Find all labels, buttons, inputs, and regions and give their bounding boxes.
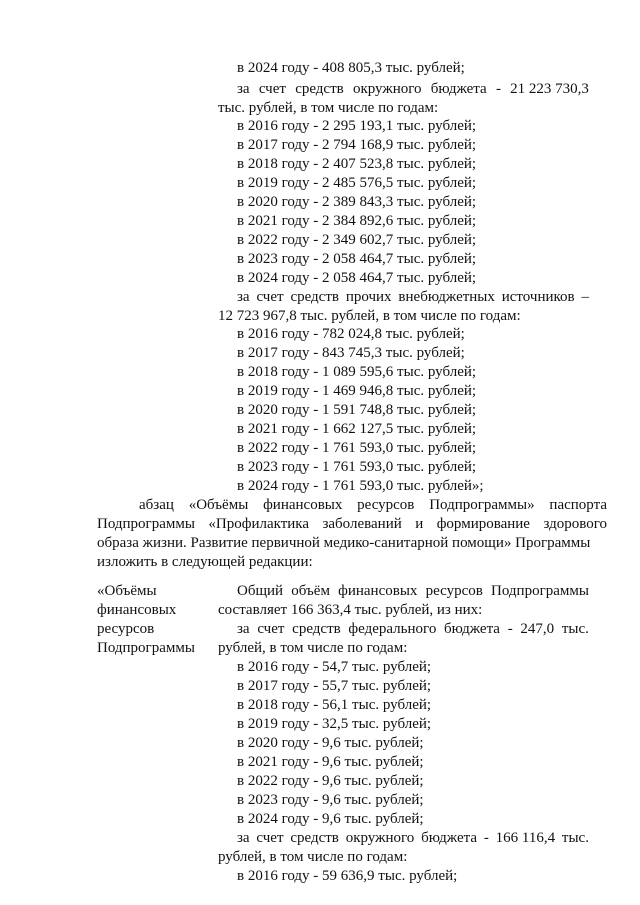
table-value-line-justified: [237, 582, 589, 601]
year-line: в 2017 году - 843 745,3 тыс. рублей;: [237, 345, 465, 361]
word: счет: [256, 830, 284, 846]
year-line: в 2020 году - 2 389 843,3 тыс. рублей;: [237, 194, 477, 210]
label-line: «Объёмы: [97, 583, 157, 599]
table-value-line: составляет 166 363,4 тыс. рублей, из них:: [218, 602, 483, 618]
word: 247,0: [520, 621, 555, 637]
year-line: в 2019 году - 1 469 946,8 тыс. рублей;: [237, 383, 477, 399]
word: 21 223 730,3: [510, 81, 589, 97]
year-line: в 2024 году - 2 058 464,7 тыс. рублей;: [237, 270, 477, 286]
word: средств: [292, 621, 341, 637]
word: за: [237, 289, 250, 305]
word: паспорта: [549, 497, 607, 513]
word: прочих: [345, 289, 392, 305]
word: Общий: [237, 583, 284, 599]
year-line: в 2024 году - 9,6 тыс. рублей;: [237, 811, 424, 827]
word: источников: [501, 289, 575, 305]
table-value-line: рублей, в том числе по годам:: [218, 640, 408, 656]
word: тыс.: [561, 621, 589, 637]
year-line: в 2021 году - 2 384 892,6 тыс. рублей;: [237, 213, 477, 229]
paragraph-line-justified: [97, 515, 607, 534]
word: заболеваний: [322, 516, 402, 532]
word: «Профилактика: [208, 516, 310, 532]
word: за: [237, 621, 250, 637]
word: здорового: [543, 516, 607, 532]
word: федерального: [348, 621, 437, 637]
year-line: в 2023 году - 2 058 464,7 тыс. рублей;: [237, 251, 477, 267]
table-value-line: рублей, в том числе по годам:: [218, 849, 408, 865]
word: средств: [295, 81, 344, 97]
year-line: в 2016 году - 2 295 193,1 тыс. рублей;: [237, 118, 477, 134]
year-line: в 2024 году - 1 761 593,0 тыс. рублей»;: [237, 478, 484, 494]
year-line: в 2022 году - 1 761 593,0 тыс. рублей;: [237, 440, 477, 456]
word: бюджета: [421, 830, 478, 846]
word: 166 116,4: [495, 830, 556, 846]
word: -: [483, 830, 489, 846]
word: –: [581, 289, 589, 305]
year-line: в 2018 году - 1 089 595,6 тыс. рублей;: [237, 364, 477, 380]
word: финансовых: [263, 497, 343, 513]
word: за: [237, 830, 250, 846]
word: внебюджетных: [398, 289, 495, 305]
word: бюджета: [444, 621, 500, 637]
label-line: Подпрограммы: [97, 640, 195, 656]
year-line: в 2018 году - 56,1 тыс. рублей;: [237, 697, 432, 713]
word: тыс.: [561, 830, 589, 846]
word: формирование: [436, 516, 530, 532]
text-line: тыс. рублей, в том числе по годам:: [218, 100, 439, 116]
word: Подпрограммы: [491, 583, 589, 599]
word: средств: [290, 830, 339, 846]
text-line: 12 723 967,8 тыс. рублей, в том числе по годам:: [218, 308, 521, 324]
word: ресурсов: [357, 497, 415, 513]
word: и: [415, 516, 424, 532]
year-line: в 2017 году - 55,7 тыс. рублей;: [237, 678, 432, 694]
word: «Объёмы: [188, 497, 249, 513]
year-line: в 2021 году - 1 662 127,5 тыс. рублей;: [237, 421, 477, 437]
year-line: в 2016 году - 59 636,9 тыс. рублей;: [237, 868, 458, 884]
word: объём: [291, 583, 330, 599]
word: -: [495, 81, 501, 97]
word: за: [237, 81, 250, 97]
word: бюджета: [430, 81, 487, 97]
paragraph-line: образа жизни. Развитие первичной медико-санитарной помощи» Программы: [97, 535, 591, 551]
year-line: в 2021 году - 9,6 тыс. рублей;: [237, 754, 424, 770]
word: Подпрограммы»: [429, 497, 535, 513]
word: счет: [256, 289, 284, 305]
word: счет: [257, 621, 285, 637]
text-line: в 2024 году - 408 805,3 тыс. рублей;: [237, 60, 465, 76]
word: Подпрограммы: [97, 516, 195, 532]
year-line: в 2022 году - 2 349 602,7 тыс. рублей;: [237, 232, 477, 248]
year-line: в 2019 году - 32,5 тыс. рублей;: [237, 716, 432, 732]
word: финансовых: [338, 583, 418, 599]
text-line-justified: [237, 80, 589, 99]
table-value-line-justified: [237, 620, 589, 639]
word: абзац: [139, 497, 174, 513]
year-line: в 2016 году - 782 024,8 тыс. рублей;: [237, 326, 465, 342]
word: окружного: [352, 81, 422, 97]
year-line: в 2023 году - 1 761 593,0 тыс. рублей;: [237, 459, 477, 475]
paragraph-line: изложить в следующей редакции:: [97, 554, 313, 570]
year-line: в 2020 году - 9,6 тыс. рублей;: [237, 735, 424, 751]
table-value-line-justified: [237, 829, 589, 848]
word: ресурсов: [425, 583, 483, 599]
word: счет: [258, 81, 286, 97]
text-line-justified: [237, 288, 589, 307]
paragraph-line-justified: [139, 496, 607, 515]
year-line: в 2023 году - 9,6 тыс. рублей;: [237, 792, 424, 808]
year-line: в 2020 году - 1 591 748,8 тыс. рублей;: [237, 402, 477, 418]
word: средств: [290, 289, 339, 305]
word: окружного: [345, 830, 415, 846]
year-line: в 2019 году - 2 485 576,5 тыс. рублей;: [237, 175, 477, 191]
year-line: в 2018 году - 2 407 523,8 тыс. рублей;: [237, 156, 477, 172]
year-line: в 2022 году - 9,6 тыс. рублей;: [237, 773, 424, 789]
year-line: в 2016 году - 54,7 тыс. рублей;: [237, 659, 432, 675]
year-line: в 2017 году - 2 794 168,9 тыс. рублей;: [237, 137, 477, 153]
word: -: [507, 621, 513, 637]
label-line: финансовых: [97, 602, 177, 618]
label-line: ресурсов: [97, 621, 155, 637]
